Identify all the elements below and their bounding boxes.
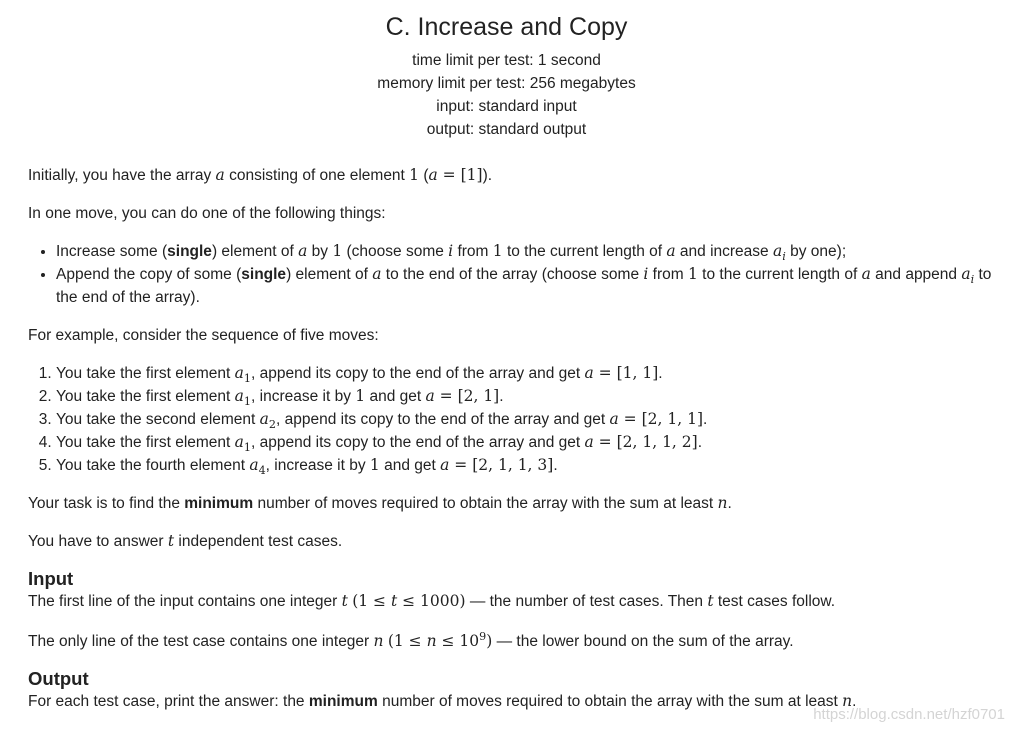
statement-paragraph-1: Initially, you have the array a consisting of one element 1 (a = [1]). bbox=[28, 166, 493, 184]
input-spec: input: standard input bbox=[436, 98, 577, 115]
tests-paragraph: You have to answer t independent test cases. bbox=[28, 532, 343, 550]
problem-header bbox=[0, 12, 1013, 141]
input-paragraph-2: The only line of the test case contains one integer n $(1 \le n \le 10^9)$ — the lower bound on the sum of the array. bbox=[28, 629, 794, 650]
memory-limit: memory limit per test: 256 megabytes bbox=[377, 75, 636, 92]
moves-list bbox=[28, 240, 999, 309]
output-spec: output: standard output bbox=[426, 121, 587, 138]
input-paragraph-1: The first line of the input contains one integer t (1 ≤ t ≤ 1000) — the number of test cases. Then t test cases follow. bbox=[28, 592, 836, 610]
output-section-title: Output bbox=[28, 668, 89, 689]
list-item: 1. You take the first element $a_1$, append its copy to the end of the array and get a = [1, 1]. bbox=[56, 362, 999, 385]
input-section-title: Input bbox=[28, 568, 74, 589]
statement-paragraph-2: In one move, you can do one of the following things: bbox=[28, 205, 386, 222]
time-limit: time limit per test: 1 second bbox=[412, 52, 601, 69]
problem-title: C. Increase and Copy bbox=[385, 13, 628, 41]
list-item: 5. You take the fourth element $a_4$, increase it by 1 and get a = [2, 1, 1, 3]. bbox=[56, 454, 999, 477]
output-paragraph-1: For each test case, print the answer: the minimum number of moves required to obtain the array with the sum at least n. bbox=[28, 692, 857, 710]
task-paragraph: Your task is to find the minimum number of moves required to obtain the array with the sum at least n. bbox=[28, 494, 732, 512]
example-steps bbox=[28, 362, 999, 477]
problem-statement bbox=[28, 164, 999, 713]
list-item: 3. You take the second element $a_2$, append its copy to the end of the array and get a = [2, 1, 1]. bbox=[56, 408, 999, 431]
list-item: • Append the copy of some (single) element of a to the end of the array (choose some i from 1 to the current length of a and append $a_i$ to the end of the array). bbox=[56, 263, 999, 309]
example-intro: For example, consider the sequence of five moves: bbox=[28, 327, 379, 344]
list-item: 4. You take the first element $a_1$, append its copy to the end of the array and get a = [2, 1, 1, 2]. bbox=[56, 431, 999, 454]
list-item: • Increase some (single) element of a by 1 (choose some i from 1 to the current length of a and increase $a_i$ by one); bbox=[56, 240, 999, 263]
watermark: https://blog.csdn.net/hzf0701 bbox=[813, 706, 1005, 723]
list-item: 2. You take the first element $a_1$, increase it by 1 and get a = [2, 1]. bbox=[56, 385, 999, 408]
